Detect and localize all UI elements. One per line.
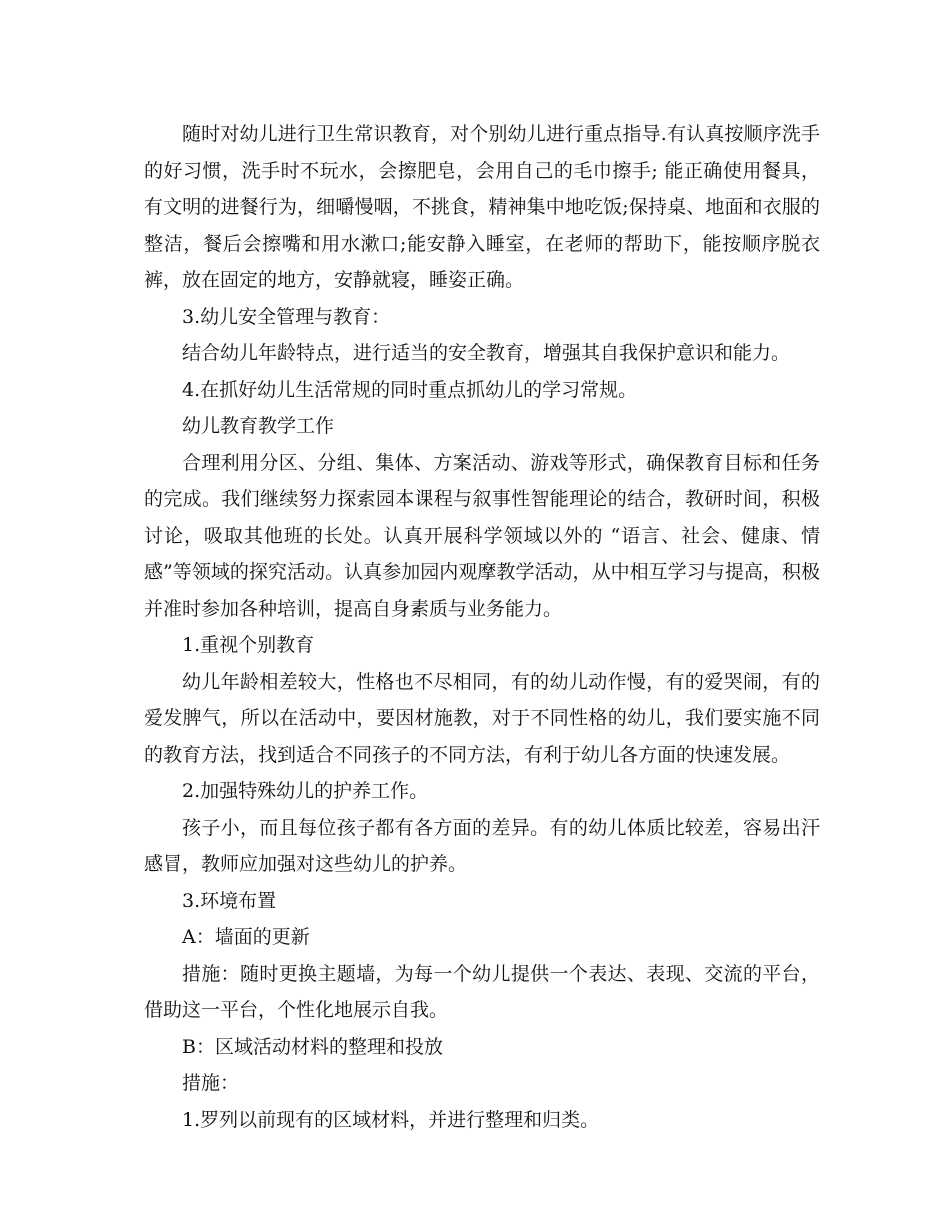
heading-wall-update: A：墙面的更新	[182, 926, 310, 948]
paragraph-list-materials: 1.罗列以前现有的区域材料，并进行整理和归类。	[182, 1108, 600, 1131]
paragraph-individual-education: 幼儿年龄相差较大，性格也不尽相同，有的幼儿动作慢，有的爱哭闹，有的爱发脾气，所以在活动中，要因材施教，对于不同性格的幼儿，我们要实施不同的教育方法，找到适合不同孩子的不同方法，有利于幼儿各方面的快速发展。	[144, 670, 820, 766]
heading-special-care: 2.加强特殊幼儿的护养工作。	[182, 780, 429, 802]
paragraph-hygiene-education: 随时对幼儿进行卫生常识教育，对个别幼儿进行重点指导.有认真按顺序洗手的好习惯，洗手时不玩水，会擦肥皂，会用自己的毛巾擦手; 能正确使用餐具，有文明的进餐行为，细嚼慢咽，不挑食，精神集中地吃饭;保持桌、地面和衣服的整洁，餐后会擦嘴和用水漱口;能安静入睡室，在老师的帮助下，能按顺序脱衣裤，放在固定的地方，安静就寝，睡姿正确。	[144, 123, 820, 291]
heading-area-materials: B：区域活动材料的整理和投放	[182, 1035, 443, 1058]
heading-environment: 3.环境布置	[182, 889, 277, 912]
paragraph-wall-measures: 措施：随时更换主题墙，为每一个幼儿提供一个表达、表现、交流的平台，借助这一平台，个性化地展示自我。	[144, 962, 820, 1021]
paragraph-safety-education: 结合幼儿年龄特点，进行适当的安全教育，增强其自我保护意识和能力。	[182, 342, 791, 364]
paragraph-teaching-work: 合理利用分区、分组、集体、方案活动、游戏等形式，确保教育目标和任务的完成。我们继续努力探索园本课程与叙事性智能理论的结合，教研时间，积极讨论，吸取其他班的长处。认真开展科学领域以外的 “语言、社会、健康、情感”等领域的探究活动。认真参加园内观摩教学活动，从中相互学习与提高，积极并准时参加各种培训，提高自身素质与业务能力。	[144, 451, 820, 620]
paragraph-special-care: 孩子小，而且每位孩子都有各方面的差异。有的幼儿体质比较差，容易出汗感冒，教师应加强对这些幼儿的护养。	[144, 816, 820, 875]
heading-individual-education: 1.重视个别教育	[182, 634, 315, 656]
document-body	[144, 116, 820, 1138]
heading-learning-routine: 4.在抓好幼儿生活常规的同时重点抓幼儿的学习常规。	[182, 378, 638, 401]
heading-safety-management: 3.幼儿安全管理与教育：	[182, 305, 391, 328]
heading-teaching-work: 幼儿教育教学工作	[182, 415, 335, 437]
heading-measures: 措施：	[182, 1072, 240, 1094]
